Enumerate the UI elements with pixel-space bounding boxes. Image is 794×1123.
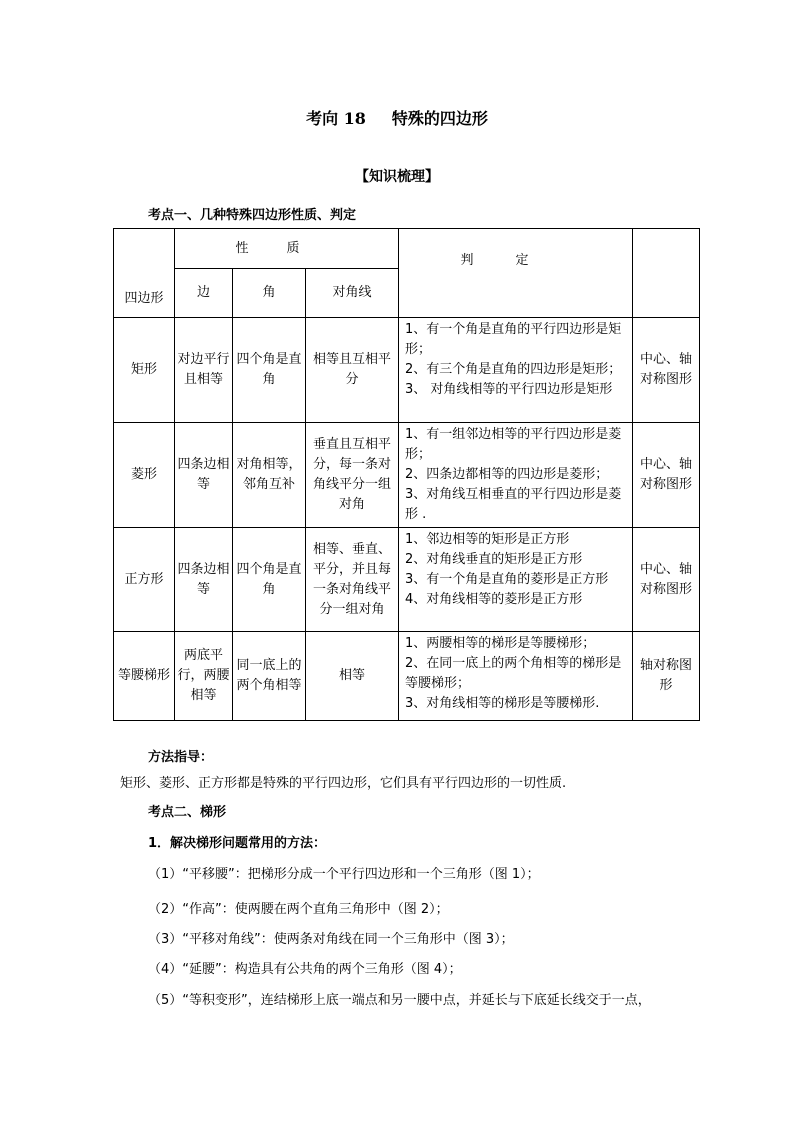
method-label: 方法指导：	[148, 750, 214, 765]
row-name: 菱形	[114, 423, 175, 528]
row-name: 正方形	[114, 528, 175, 632]
header-properties-text: 性质	[235, 240, 338, 256]
row-symmetry: 中心、轴对称图形	[633, 528, 700, 632]
row-diagonal: 相等且互相平分	[306, 318, 399, 423]
table-row	[114, 632, 700, 721]
title-prefix: 考向 18	[306, 109, 366, 128]
header-empty	[633, 229, 700, 318]
properties-table	[113, 228, 700, 721]
row-angle: 四个角是直角	[233, 528, 306, 632]
row-edge: 两底平行，两腰相等	[175, 632, 233, 721]
table-row	[114, 528, 700, 632]
judge-line: 2、有三个角是直角的四边形是矩形；	[405, 362, 622, 377]
row-edge: 四条边相等	[175, 423, 233, 528]
judge-line: 4、对角线相等的菱形是正方形	[405, 592, 583, 607]
page-title	[0, 106, 794, 129]
row-judge	[399, 423, 633, 528]
header-edge: 边	[175, 269, 233, 318]
item1-heading: 1．解决梯形问题常用的方法：	[148, 836, 327, 851]
judge-line: 1、两腰相等的梯形是等腰梯形；	[405, 636, 596, 651]
section2-heading: 考点二、梯形	[148, 805, 227, 820]
section-subtitle: 【知识梳理】	[355, 169, 439, 185]
title-main: 特殊的四边形	[391, 109, 488, 128]
judge-line: 1、有一组邻边相等的平行四边形是菱形；	[405, 427, 622, 462]
method-line: （2）“作高”：使两腰在两个直角三角形中（图 2）；	[148, 902, 449, 917]
row-diagonal: 相等	[306, 632, 399, 721]
judge-line: 2、对角线垂直的矩形是正方形	[405, 552, 583, 567]
method-line: （4）“延腰”：构造具有公共角的两个三角形（图 4）；	[148, 962, 462, 977]
row-symmetry: 中心、轴对称图形	[633, 423, 700, 528]
judge-line: 3、对角线相等的梯形是等腰梯形.	[405, 696, 600, 711]
table-row	[114, 318, 700, 423]
judge-line: 1、有一个角是直角的平行四边形是矩形；	[405, 322, 622, 357]
judge-line: 3、有一个角是直角的菱形是正方形	[405, 572, 609, 587]
row-name: 等腰梯形	[114, 632, 175, 721]
row-angle: 对角相等，邻角互补	[233, 423, 306, 528]
method-line: （3）“平移对角线”：使两条对角线在同一个三角形中（图 3）；	[148, 932, 514, 947]
judge-line: 2、在同一底上的两个角相等的梯形是等腰梯形；	[405, 656, 622, 691]
row-judge	[399, 632, 633, 721]
table-row	[114, 423, 700, 528]
method-line: （5）“等积变形”，连结梯形上底一端点和另一腰中点，并延长与下底延长线交于一点，	[148, 993, 651, 1008]
judge-line: 2、四条边都相等的四边形是菱形；	[405, 467, 609, 482]
row-symmetry: 中心、轴对称图形	[633, 318, 700, 423]
row-judge	[399, 318, 633, 423]
row-angle: 同一底上的两个角相等	[233, 632, 306, 721]
method-text: 矩形、菱形、正方形都是特殊的平行四边形，它们具有平行四边形的一切性质.	[120, 776, 567, 791]
method-line: （1）“平移腰”：把梯形分成一个平行四边形和一个三角形（图 1）；	[148, 867, 540, 882]
row-diagonal: 相等、垂直、平分，并且每一条对角线平分一组对角	[306, 528, 399, 632]
row-judge	[399, 528, 633, 632]
row-symmetry: 轴对称图形	[633, 632, 700, 721]
judge-line: 3、对角线互相垂直的平行四边形是菱形 .	[405, 487, 622, 522]
header-judgement-text: 判定	[460, 253, 571, 268]
row-edge: 四条边相等	[175, 528, 233, 632]
header-diagonal: 对角线	[306, 269, 399, 318]
judge-line: 3、 对角线相等的平行四边形是矩形	[405, 382, 613, 397]
header-quad: 四边形	[114, 229, 175, 318]
header-angle: 角	[233, 269, 306, 318]
row-edge: 对边平行且相等	[175, 318, 233, 423]
header-properties	[175, 229, 399, 269]
row-name: 矩形	[114, 318, 175, 423]
section1-heading: 考点一、几种特殊四边形性质、判定	[148, 208, 357, 223]
judge-line: 1、邻边相等的矩形是正方形	[405, 532, 570, 547]
row-diagonal: 垂直且互相平分，每一条对角线平分一组对角	[306, 423, 399, 528]
header-judgement	[399, 229, 633, 318]
row-angle: 四个角是直角	[233, 318, 306, 423]
